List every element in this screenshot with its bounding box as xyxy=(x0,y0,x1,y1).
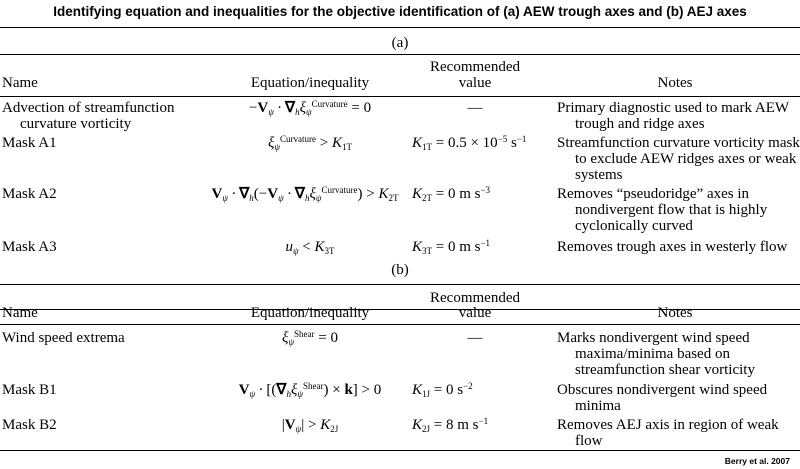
header-equation-b: Equation/inequality xyxy=(250,305,370,321)
row-a3-equation: $u_\psi < K_{3T}$ xyxy=(285,239,335,256)
row-a0-value: — xyxy=(467,100,483,116)
row-a1-value: $K_{1T} = 0.5 \times 10^{-5}$ $s^{-1}$ xyxy=(412,134,527,152)
header-name: Name xyxy=(2,75,38,91)
row-b2-name: Mask B2 xyxy=(2,417,57,433)
header-notes: Notes xyxy=(657,75,693,91)
row-b1-notes-line1: Obscures nondivergent wind speed xyxy=(557,382,768,398)
section-a-label: (a) xyxy=(391,35,409,51)
row-a0-equation: $-V_\psi \cdot \nabla_h\xi_\psi^{Curvature} = 0$ xyxy=(248,99,372,117)
row-b0-name: Wind speed extrema xyxy=(2,330,125,346)
row-a0-name-line2: curvature vorticity xyxy=(20,116,132,132)
credit: Berry et al. 2007 xyxy=(724,456,790,466)
row-a0-name-line1: Advection of streamfunction xyxy=(2,100,175,116)
row-a1-notes-line2: to exclude AEW ridges axes or weak xyxy=(575,151,797,167)
row-b0-notes-line2: maxima/minima based on xyxy=(575,346,730,362)
header-value-line2: value xyxy=(458,75,492,91)
header-value-line1: Recommended xyxy=(430,59,520,75)
row-a3-value: $K_{3T} = 0$ m $s^{-1}$ xyxy=(412,238,491,256)
row-b0-notes-line3: streamfunction shear vorticity xyxy=(575,362,755,378)
row-a2-name: Mask A2 xyxy=(2,186,57,202)
row-a0-notes-line2: trough and ridge axes xyxy=(575,116,705,132)
top-rule xyxy=(0,27,800,28)
row-a3-name: Mask A3 xyxy=(2,239,57,255)
header-b-rule xyxy=(0,324,800,325)
row-b1-notes-line2: minima xyxy=(575,398,621,414)
row-b0-equation: $\xi_\psi^{Shear} = 0$ xyxy=(282,329,338,347)
row-b0-value: — xyxy=(467,330,483,346)
row-a2-notes-line1: Removes “pseudoridge” axes in xyxy=(557,186,750,202)
header-notes-b: Notes xyxy=(657,305,693,321)
header-equation: Equation/inequality xyxy=(250,75,370,91)
row-b1-equation: $V_\psi \cdot [(\nabla_h\xi_\psi^{Shear}) \times k] > 0$ xyxy=(238,381,382,399)
row-a2-equation: $V_\psi \cdot \nabla_h(-V_\psi \cdot \nabla_h\xi_\psi^{Curvature}) > K_{2T}$ xyxy=(211,185,399,203)
row-b2-notes-line2: flow xyxy=(575,433,603,449)
section-b-top-rule xyxy=(0,284,800,285)
row-a1-equation: $\xi_\psi^{Curvature} > K_{1T}$ xyxy=(267,134,352,152)
table-title: Identifying equation and inequalities for the objective identification of (a) AEW trough axes and (b) AEJ axes xyxy=(53,4,747,19)
row-b1-value: $K_{1J} = 0$ $s^{-2}$ xyxy=(412,381,473,399)
row-a2-value: $K_{2T} = 0$ m $s^{-3}$ xyxy=(412,185,491,203)
header-value-b-line1: Recommended xyxy=(430,290,520,306)
row-b0-notes-line1: Marks nondivergent wind speed xyxy=(557,330,750,346)
row-a3-notes: Removes trough axes in westerly flow xyxy=(557,239,788,255)
row-b1-name: Mask B1 xyxy=(2,382,57,398)
row-b2-equation: $|V_\psi| > K_{2J}$ xyxy=(281,417,339,434)
row-a1-notes-line3: systems xyxy=(575,167,623,183)
header-value-b-line2: value xyxy=(458,305,492,321)
row-a0-notes-line1: Primary diagnostic used to mark AEW xyxy=(557,100,790,116)
section-b-label: (b) xyxy=(391,262,409,278)
row-a1-notes-line1: Streamfunction curvature vorticity mask xyxy=(557,135,800,151)
row-a2-notes-line2: nondivergent flow that is highly xyxy=(575,202,768,218)
row-b2-value: $K_{2J} = 8$ m $s^{-1}$ xyxy=(412,416,489,434)
header-a-rule xyxy=(0,96,800,97)
bottom-rule xyxy=(0,450,800,451)
header-name-b: Name xyxy=(2,305,38,321)
row-a2-notes-line3: cyclonically curved xyxy=(575,218,693,234)
row-b2-notes-line1: Removes AEJ axis in region of weak xyxy=(557,417,779,433)
section-a-rule xyxy=(0,54,800,55)
row-a1-name: Mask A1 xyxy=(2,135,57,151)
